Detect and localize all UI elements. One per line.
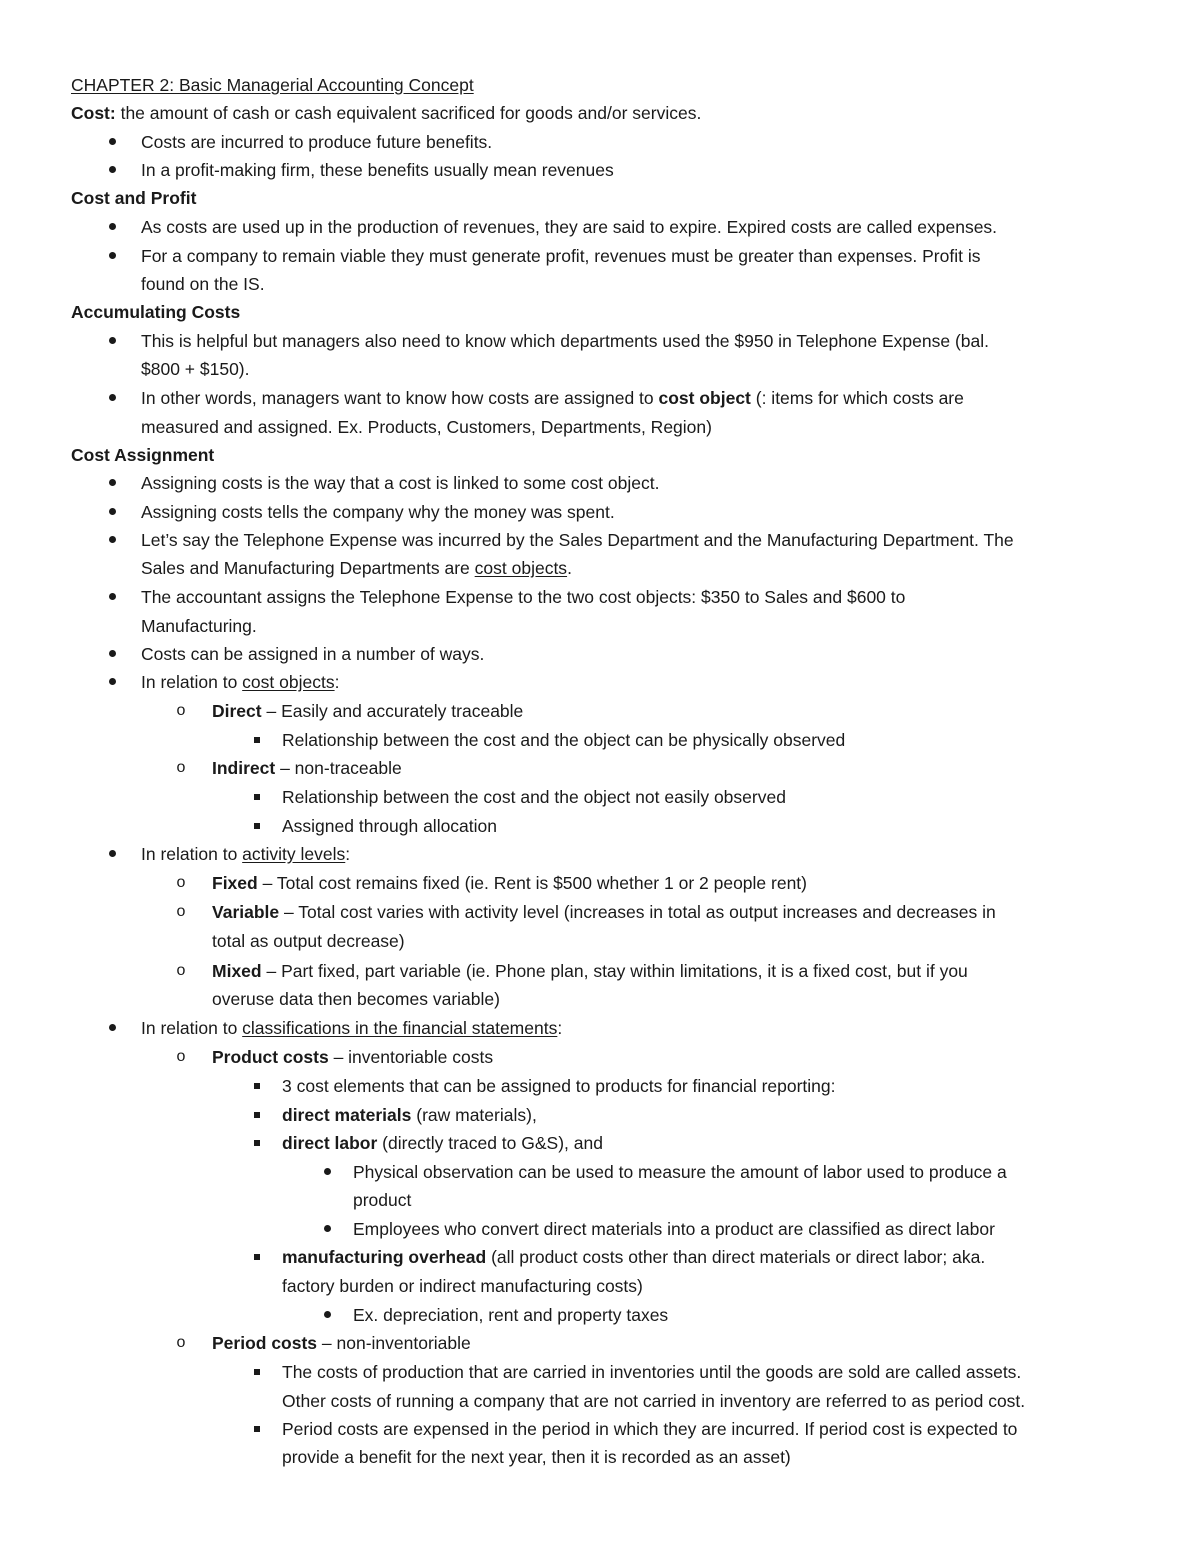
bullet-square-icon [250,726,264,743]
sub-sub-list-item: Assigned through allocation [282,812,1140,840]
bullet-dot-icon [105,469,119,486]
list-item: Costs can be assigned in a number of ways. [141,640,1140,668]
bullet-dot-icon [105,583,119,600]
bullet-circle-icon: o [176,874,186,891]
list-item: In relation to activity levels: [141,840,1140,868]
list-item-continuation: Manufacturing. [141,616,257,636]
bullet-dot-icon [320,1215,334,1232]
list-item: Costs are incurred to produce future benefits. [141,128,1140,156]
list-item: As costs are used up in the production of revenues, they are said to expire. Expired costs are called expenses. [141,213,1140,241]
bullet-dot-icon [105,526,119,543]
bullet-circle-icon: o [176,1334,186,1351]
bullet-dot-icon [105,1014,119,1031]
bullet-square-icon [250,1415,264,1432]
chapter-title: CHAPTER 2: Basic Managerial Accounting Concept [71,75,474,95]
section-heading-cost-and-profit: Cost and Profit [71,188,197,208]
bullet-circle-icon: o [176,903,186,920]
bullet-circle-icon: o [176,962,186,979]
section-heading-cost-assignment: Cost Assignment [71,445,215,465]
sub-list-item: o Product costs – inventoriable costs [212,1043,1140,1071]
sub-sub-list-item: Relationship between the cost and the object not easily observed [282,783,1140,811]
list-item: This is helpful but managers also need to know which departments used the $950 in Telephone Expense (bal. [141,327,1140,355]
sub-list-item: o Indirect – non-traceable [212,754,1140,782]
sub-sub-list-item: Period costs are expensed in the period in which they are incurred. If period cost is expected to [282,1415,1140,1443]
sub-sub-list-item: direct materials (raw materials), [282,1101,1140,1129]
sub-list-item-continuation: overuse data then becomes variable) [212,989,500,1009]
bullet-circle-icon: o [176,759,186,776]
list-item: In relation to cost objects: [141,668,1140,696]
sub-sub-list-item: direct labor (directly traced to G&S), and [282,1129,1140,1157]
list-item: In a profit-making firm, these benefits usually mean revenues [141,156,1140,184]
bullet-square-icon [250,1243,264,1260]
sub-list-item: o Period costs – non-inventoriable [212,1329,1140,1357]
sub-sub-list-item-continuation: factory burden or indirect manufacturing costs) [282,1276,643,1296]
bullet-square-icon [250,1129,264,1146]
sub-sub-list-item: Relationship between the cost and the object can be physically observed [282,726,1140,754]
bullet-dot-icon [105,242,119,259]
bullet-dot-icon [105,498,119,515]
bullet-dot-icon [105,840,119,857]
sub-sub-list-item-continuation: provide a benefit for the next year, then it is recorded as an asset) [282,1447,791,1467]
list-item: For a company to remain viable they must generate profit, revenues must be greater than expenses. Profit is [141,242,1140,270]
sub-list-item: o Direct – Easily and accurately traceable [212,697,1140,725]
bullet-square-icon [250,1072,264,1089]
bullet-square-icon [250,812,264,829]
list-item: In relation to classifications in the financial statements: [141,1014,1140,1042]
bullet-dot-icon [105,327,119,344]
sub-list-item: o Variable – Total cost varies with activity level (increases in total as output increases and decreases in [212,898,1140,926]
section-heading-accumulating-costs: Accumulating Costs [71,302,241,322]
bullet-dot-icon [320,1158,334,1175]
level4-list-item: Physical observation can be used to measure the amount of labor used to produce a [353,1158,1140,1186]
sub-list-item: o Fixed – Total cost remains fixed (ie. Rent is $500 whether 1 or 2 people rent) [212,869,1140,897]
list-item: Assigning costs tells the company why the money was spent. [141,498,1140,526]
sub-sub-list-item: manufacturing overhead (all product costs other than direct materials or direct labor; aka. [282,1243,1140,1271]
sub-sub-list-item: The costs of production that are carried in inventories until the goods are sold are called assets. [282,1358,1140,1386]
bullet-circle-icon: o [176,702,186,719]
bullet-square-icon [250,1358,264,1375]
sub-list-item-continuation: total as output decrease) [212,931,405,951]
level4-list-item: Employees who convert direct materials into a product are classified as direct labor [353,1215,1140,1243]
level4-list-item-continuation: product [353,1190,412,1210]
bullet-square-icon [250,1101,264,1118]
level4-list-item: Ex. depreciation, rent and property taxes [353,1301,1140,1329]
list-item: The accountant assigns the Telephone Expense to the two cost objects: $350 to Sales and $600 to [141,583,1140,611]
bullet-dot-icon [105,384,119,401]
list-item-continuation: $800 + $150). [141,359,250,379]
bullet-dot-icon [320,1301,334,1318]
sub-list-item: o Mixed – Part fixed, part variable (ie. Phone plan, stay within limitations, it is a fixed cost, but if you [212,957,1140,985]
bullet-dot-icon [105,128,119,145]
bullet-dot-icon [105,668,119,685]
cost-definition: Cost: the amount of cash or cash equivalent sacrificed for goods and/or services. [71,103,702,123]
list-item: Let’s say the Telephone Expense was incurred by the Sales Department and the Manufacturing Department. The [141,526,1140,554]
sub-sub-list-item-continuation: Other costs of running a company that are not carried in inventory are referred to as period cost. [282,1391,1026,1411]
bullet-dot-icon [105,213,119,230]
list-item-continuation: found on the IS. [141,274,265,294]
list-item: In other words, managers want to know how costs are assigned to cost object (: items for which costs are [141,384,1140,412]
list-item-continuation: Sales and Manufacturing Departments are cost objects. [141,558,572,578]
bullet-circle-icon: o [176,1048,186,1065]
bullet-square-icon [250,783,264,800]
bullet-dot-icon [105,640,119,657]
list-item-continuation: measured and assigned. Ex. Products, Customers, Departments, Region) [141,417,712,437]
bullet-dot-icon [105,156,119,173]
sub-sub-list-item: 3 cost elements that can be assigned to products for financial reporting: [282,1072,1140,1100]
list-item: Assigning costs is the way that a cost is linked to some cost object. [141,469,1140,497]
